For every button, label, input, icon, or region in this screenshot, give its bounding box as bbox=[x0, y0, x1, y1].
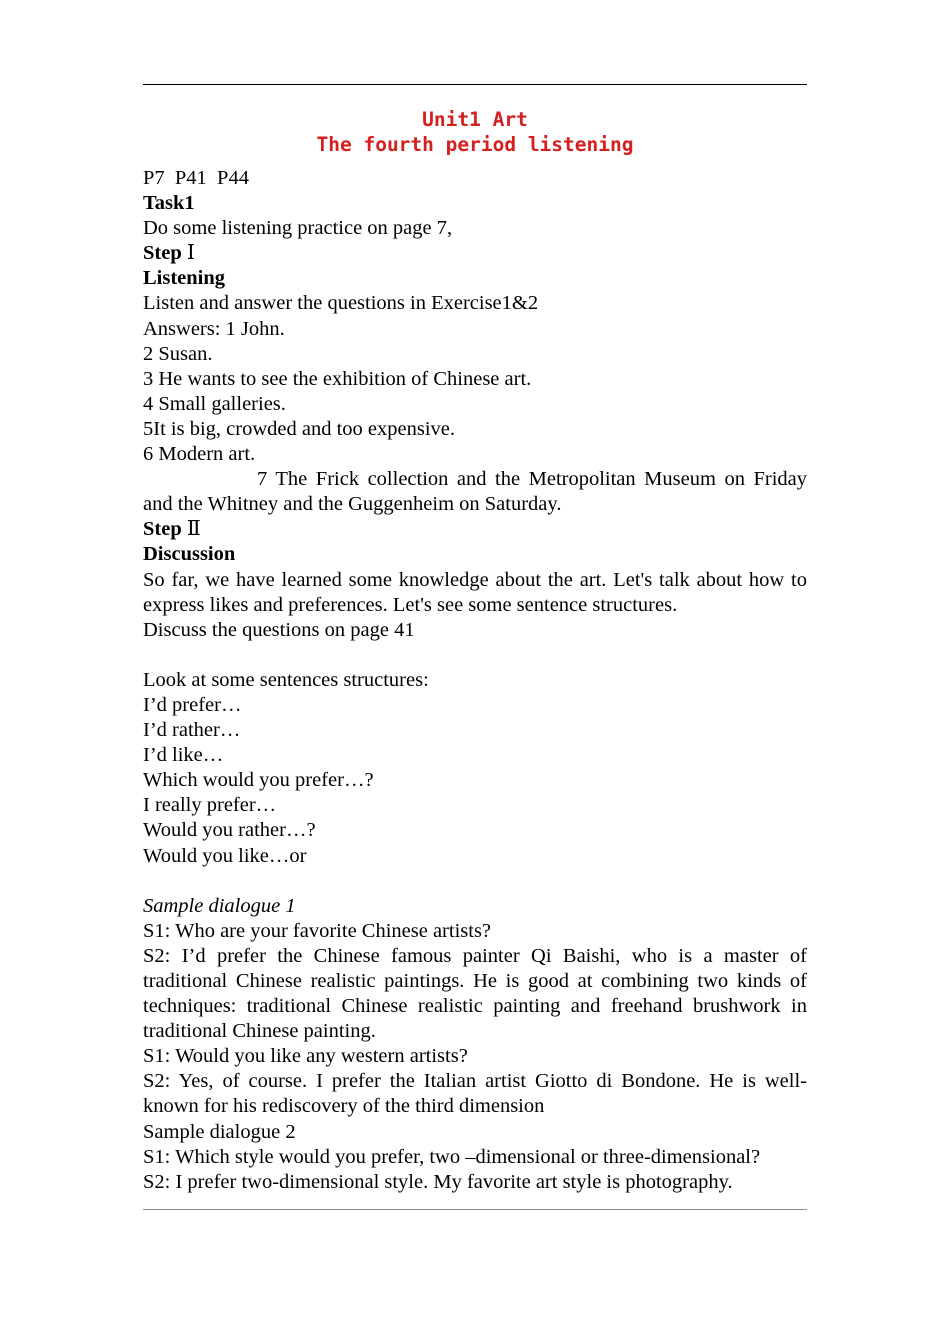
listening-heading: Listening bbox=[143, 267, 226, 290]
step-2-numeral: Ⅱ bbox=[186, 518, 201, 541]
listening-instruction: Listen and answer the questions in Exercise1&2 bbox=[143, 292, 539, 315]
document-content bbox=[143, 0, 813, 1218]
document-body bbox=[143, 166, 813, 1195]
answer-item: 3 He wants to see the exhibition of Chinese art. bbox=[143, 367, 532, 390]
structure-item: Which would you prefer…? bbox=[143, 769, 374, 792]
dialogue-2-line: S2: I prefer two-dimensional style. My favorite art style is photography. bbox=[143, 1170, 733, 1193]
footer-rule bbox=[143, 1209, 807, 1210]
task-heading: Task1 bbox=[143, 192, 195, 215]
structures-intro: Look at some sentences structures: bbox=[143, 668, 429, 691]
step-1-word: Step bbox=[143, 242, 182, 265]
answer-item: 6 Modern art. bbox=[143, 443, 256, 466]
spacer bbox=[143, 869, 807, 894]
header-rule bbox=[143, 84, 807, 85]
dialogue-1-line: S2: Yes, of course. I prefer the Italian artist Giotto di Bondone. He is well-known for his rediscovery of the third dimension bbox=[143, 1070, 807, 1118]
title-line-1: Unit1 Art bbox=[422, 108, 528, 131]
document-title bbox=[143, 107, 807, 157]
sample-dialogue-2-heading: Sample dialogue 2 bbox=[143, 1120, 296, 1143]
pages-reference: P7 P41 P44 bbox=[143, 167, 249, 189]
task-intro: Do some listening practice on page 7, bbox=[143, 217, 453, 240]
structure-item: I’d prefer… bbox=[143, 693, 242, 716]
step-1-numeral: Ⅰ bbox=[186, 242, 195, 265]
step-2-word: Step bbox=[143, 518, 182, 541]
sample-dialogue-1-heading: Sample dialogue 1 bbox=[143, 894, 296, 917]
discussion-paragraph: So far, we have learned some knowledge about the art. Let's talk about how to express likes and preferences. Let's see some sentence structures. bbox=[143, 568, 813, 616]
answer-item: 5It is big, crowded and too expensive. bbox=[143, 417, 455, 440]
dialogue-2-line: S1: Which style would you prefer, two –dimensional or three-dimensional? bbox=[143, 1145, 761, 1168]
structure-item: I’d like… bbox=[143, 744, 224, 767]
structure-item: Would you like…or bbox=[143, 844, 307, 867]
structure-item: I really prefer… bbox=[143, 794, 277, 817]
spacer bbox=[143, 643, 807, 668]
structure-item: I’d rather… bbox=[143, 719, 241, 742]
step-1-label bbox=[143, 241, 807, 266]
step-2-label bbox=[143, 517, 807, 542]
dialogue-1-line: S2: I’d prefer the Chinese famous painter Qi Baishi, who is a master of traditional Chinese realistic paintings. He is good at combining two kinds of techniques: traditional Chinese realistic painting and freehand brushwork in traditional Chinese painting. bbox=[143, 944, 813, 1043]
answers-label: Answers: 1 John. bbox=[143, 317, 285, 340]
answer-item: 2 Susan. bbox=[143, 342, 213, 365]
dialogue-1-line: S1: Would you like any western artists? bbox=[143, 1045, 468, 1068]
discuss-questions-line: Discuss the questions on page 41 bbox=[143, 618, 415, 641]
answer-item: 4 Small galleries. bbox=[143, 392, 286, 415]
discussion-heading: Discussion bbox=[143, 543, 236, 566]
title-line-2: The fourth period listening bbox=[316, 133, 634, 156]
dialogue-1-line: S1: Who are your favorite Chinese artists? bbox=[143, 919, 492, 942]
answer-item-7: 7 The Frick collection and the Metropolitan Museum on Friday and the Whitney and the Guggenheim on Saturday. bbox=[143, 468, 813, 516]
structure-item: Would you rather…? bbox=[143, 819, 316, 842]
